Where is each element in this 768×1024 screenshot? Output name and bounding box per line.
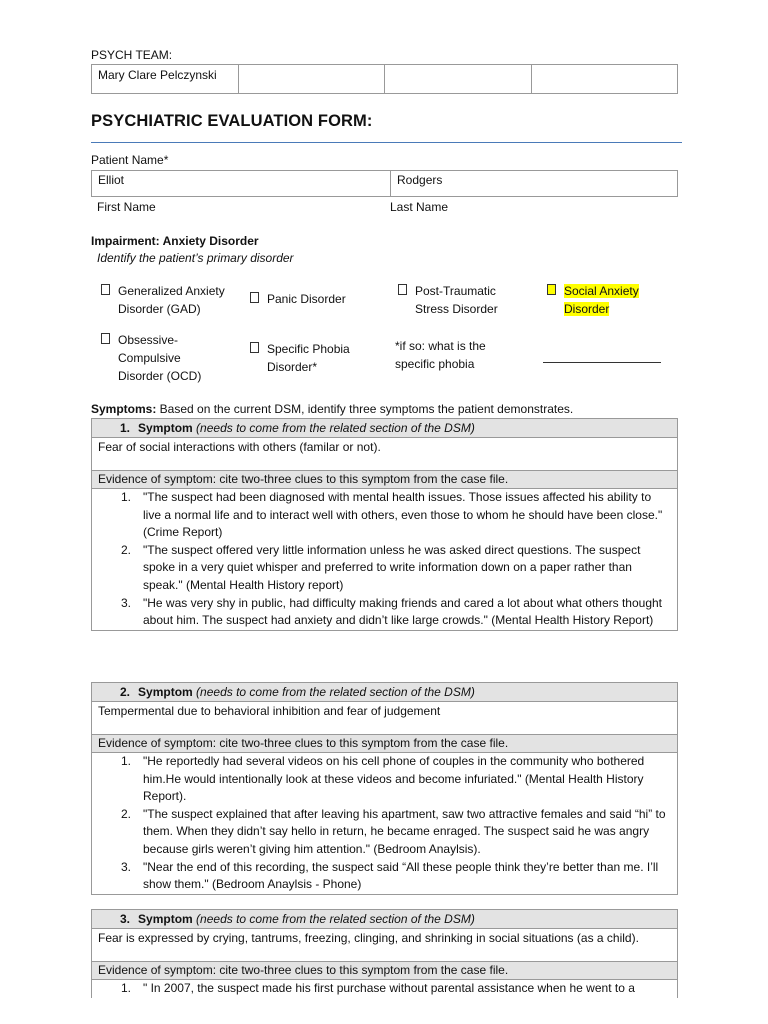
evidence-list — [92, 489, 677, 630]
psych-team-table — [91, 64, 678, 94]
symptom-number: 1. — [120, 421, 131, 435]
symptoms-intro-label: Symptoms: — [91, 402, 157, 416]
last-name-label: Last Name — [390, 200, 449, 214]
checkbox-icon[interactable] — [250, 342, 259, 353]
symptom-heading — [92, 910, 677, 929]
option-label: Post-Traumatic Stress Disorder — [415, 284, 498, 316]
checkbox-icon[interactable] — [101, 284, 110, 295]
evidence-text: "He was very shy in public, had difficulty making friends and cared a lot about what others thought about him. The suspect had anxiety and didn’t like large crowds." (Mental Health History Report) — [143, 595, 662, 628]
option-label: Generalized Anxiety Disorder (GAD) — [118, 284, 225, 316]
evidence-text: "The suspect explained that after leaving his apartment, saw two attractive females and said “hi” to them. When they didn’t say hello in return, he became enraged. The suspect said he was angry because girls weren’t giving him attention." (Bedroom Anaylsis). — [143, 806, 666, 856]
evidence-heading: Evidence of symptom: cite two-three clues to this symptom from the case file. — [92, 962, 677, 980]
symptom-description[interactable]: Fear is expressed by crying, tantrums, freezing, clinging, and shrinking in social situations (as a child). — [92, 929, 677, 962]
patient-name-label: Patient Name* — [91, 153, 169, 167]
evidence-heading: Evidence of symptom: cite two-three clues to this symptom from the case file. — [92, 735, 677, 753]
option-label: Specific Phobia Disorder* — [267, 342, 350, 374]
evidence-text: "The suspect offered very little information unless he was asked direct questions. The suspect spoke in a very quiet whisper and preferred to write information down on a paper rather than speak." (Mental Health History report) — [143, 542, 641, 592]
evidence-text: "Near the end of this recording, the suspect said “All these people think they’re better than me. I’ll show them." (Bedroom Anaylsis - Phone) — [143, 859, 659, 892]
option-social-anxiety[interactable] — [547, 282, 662, 318]
symptom-description[interactable]: Fear of social interactions with others (familar or not). — [92, 438, 677, 471]
symptom-heading — [92, 419, 677, 438]
evidence-item[interactable]: 1. " In 2007, the suspect made his first purchase without parental assistance when he went to a — [121, 981, 635, 995]
checkbox-icon[interactable] — [250, 292, 259, 303]
last-name-field[interactable]: Rodgers — [397, 173, 443, 187]
symptom-heading-label: Symptom — [138, 912, 193, 926]
evidence-item[interactable]: 3. "He was very shy in public, had difficulty making friends and cared a lot about what others thought about him. The suspect had anxiety and didn’t like large crowds." (Mental Health History Report) — [121, 595, 662, 628]
psych-team-label: PSYCH TEAM: — [91, 48, 173, 62]
option-panic[interactable] — [250, 290, 380, 308]
evidence-item[interactable]: 2. "The suspect offered very little information unless he was asked direct questions. The suspect spoke in a very quiet whisper and preferred to write information down on a paper rather than speak." (Mental Health History report) — [121, 542, 641, 592]
evidence-text: " In 2007, the suspect made his first purchase without parental assistance when he went to a — [143, 981, 635, 995]
evidence-item[interactable]: 1. "He reportedly had several videos on his cell phone of couples in the community who bothered him.He would intentionally look at these videos and become infuriated." (Mental Health History Report). — [121, 754, 645, 804]
option-ptsd[interactable] — [398, 282, 518, 318]
checkbox-icon[interactable] — [101, 333, 110, 344]
evidence-list — [92, 980, 677, 998]
symptom-number: 2. — [120, 685, 131, 699]
symptom-description[interactable]: Tempermental due to behavioral inhibition and fear of judgement — [92, 702, 677, 735]
evidence-item[interactable]: 3. "Near the end of this recording, the suspect said “All these people think they’re better than me. I’ll show them." (Bedroom Anaylsis - Phone) — [121, 859, 659, 892]
symptom-heading-note: (needs to come from the related section of the DSM) — [196, 912, 475, 926]
impairment-hint: Identify the patient’s primary disorder — [97, 251, 294, 265]
symptom-heading-label: Symptom — [138, 421, 193, 435]
option-gad[interactable] — [101, 282, 241, 318]
symptom-box — [91, 682, 678, 895]
evidence-heading: Evidence of symptom: cite two-three clues to this symptom from the case file. — [92, 471, 677, 489]
evidence-list — [92, 753, 677, 894]
team-member-cell[interactable] — [385, 65, 532, 93]
symptom-heading — [92, 683, 677, 702]
symptom-box — [91, 418, 678, 631]
evidence-text: "The suspect had been diagnosed with mental health issues. Those issues affected his ability to live a normal life and to interact well with others, even those to whom he should have been close." (Crime Report) — [143, 490, 663, 540]
option-ocd[interactable] — [101, 331, 211, 385]
checkbox-icon[interactable] — [398, 284, 407, 295]
option-label: Panic Disorder — [267, 292, 346, 306]
phobia-answer-line[interactable] — [543, 362, 661, 363]
option-label: Social Anxiety Disorder — [564, 284, 639, 316]
evidence-text: "He reportedly had several videos on his cell phone of couples in the community who bothered him.He would intentionally look at these videos and become infuriated." (Mental Health History Report). — [143, 754, 645, 804]
symptom-number: 3. — [120, 912, 131, 926]
symptom-heading-note: (needs to come from the related section of the DSM) — [196, 421, 475, 435]
evidence-item[interactable]: 2. "The suspect explained that after leaving his apartment, saw two attractive females and said “hi” to them. When they didn’t say hello in return, he became enraged. The suspect said he was angry because girls weren’t giving him attention." (Bedroom Anaylsis). — [121, 806, 666, 856]
symptom-box — [91, 909, 678, 998]
form-title: PSYCHIATRIC EVALUATION FORM: — [91, 112, 373, 130]
team-member-cell[interactable]: Mary Clare Pelczynski — [92, 65, 239, 93]
symptom-heading-note: (needs to come from the related section of the DSM) — [196, 685, 475, 699]
symptoms-intro — [91, 401, 573, 419]
impairment-title: Impairment: Anxiety Disorder — [91, 234, 259, 248]
title-divider — [91, 142, 682, 143]
option-label: Obsessive-Compulsive Disorder (OCD) — [118, 333, 202, 383]
team-member-cell[interactable] — [239, 65, 386, 93]
first-name-label: First Name — [97, 200, 156, 214]
symptoms-intro-text: Based on the current DSM, identify three symptoms the patient demonstrates. — [156, 402, 574, 416]
phobia-question: *if so: what is the specific phobia — [395, 339, 486, 371]
option-specific-phobia[interactable] — [250, 340, 370, 376]
evidence-item[interactable]: 1. "The suspect had been diagnosed with mental health issues. Those issues affected his ability to live a normal life and to interact well with others, even those to whom he should have been close." (Crime Report) — [121, 490, 663, 540]
checkbox-icon[interactable] — [547, 284, 556, 295]
team-member-cell[interactable] — [532, 65, 678, 93]
symptom-heading-label: Symptom — [138, 685, 193, 699]
patient-name-table — [91, 170, 678, 197]
first-name-field[interactable]: Elliot — [92, 171, 391, 196]
